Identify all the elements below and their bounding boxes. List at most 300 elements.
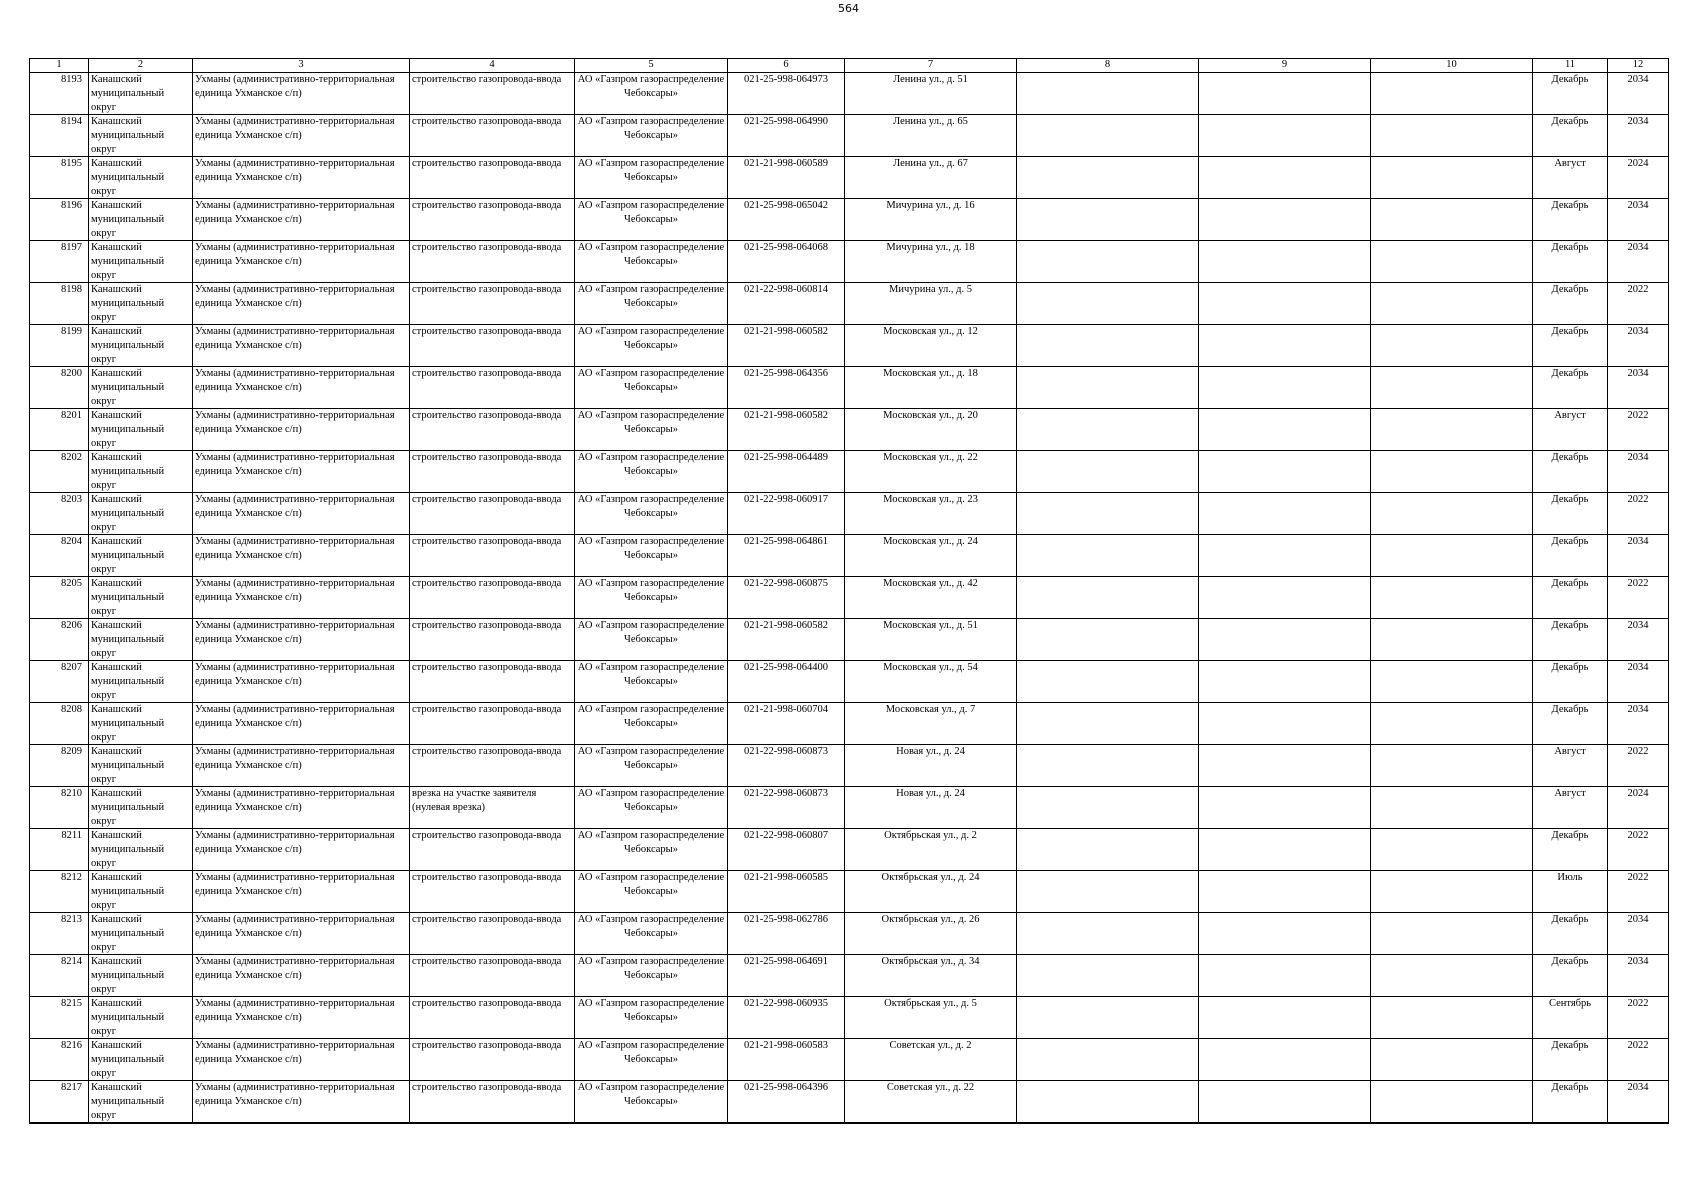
table-row xyxy=(30,115,1669,157)
table-row xyxy=(30,577,1669,619)
year-cell xyxy=(1608,913,1669,955)
organization-cell-text: АО «Газпром газораспределение Чебоксары» xyxy=(577,200,725,225)
month-cell-text: Декабрь xyxy=(1551,914,1589,925)
object-code-cell-text: 021-21-998-060582 xyxy=(744,620,828,631)
work-type-cell xyxy=(410,955,575,997)
table-row xyxy=(30,871,1669,913)
column-10-cell xyxy=(1371,955,1533,997)
district-cell-text: Канашский муниципальный округ xyxy=(91,578,165,617)
object-code-cell-text: 021-22-998-060917 xyxy=(744,494,828,505)
organization-cell xyxy=(575,619,728,661)
month-cell xyxy=(1533,283,1608,325)
row-number-cell-text: 8209 xyxy=(61,746,82,757)
work-type-cell-text: строительство газопровода-ввода xyxy=(412,200,562,211)
month-cell xyxy=(1533,115,1608,157)
year-cell xyxy=(1608,787,1669,829)
object-code-cell xyxy=(728,535,845,577)
settlement-cell xyxy=(193,913,410,955)
year-cell-text: 2022 xyxy=(1627,872,1649,883)
settlement-cell xyxy=(193,829,410,871)
organization-cell-text: АО «Газпром газораспределение Чебоксары» xyxy=(577,368,725,393)
organization-cell xyxy=(575,199,728,241)
district-cell-text: Канашский муниципальный округ xyxy=(91,368,165,407)
address-cell xyxy=(845,955,1017,997)
month-cell-text: Август xyxy=(1554,410,1586,421)
month-cell xyxy=(1533,1081,1608,1124)
district-cell-text: Канашский муниципальный округ xyxy=(91,620,165,659)
column-8-cell xyxy=(1017,955,1199,997)
month-cell xyxy=(1533,661,1608,703)
row-number-cell xyxy=(30,199,89,241)
year-cell-text: 2034 xyxy=(1627,956,1649,967)
year-cell xyxy=(1608,493,1669,535)
row-number-cell xyxy=(30,367,89,409)
settlement-cell-text: Ухманы (административно-территориальная единица Ухманское с/п) xyxy=(195,116,395,141)
row-number-cell-text: 8210 xyxy=(61,788,82,799)
settlement-cell-text: Ухманы (административно-территориальная единица Ухманское с/п) xyxy=(195,914,395,939)
column-9-cell xyxy=(1199,241,1371,283)
year-cell-text: 2034 xyxy=(1627,452,1649,463)
work-type-cell-text: строительство газопровода-ввода xyxy=(412,74,562,85)
organization-cell xyxy=(575,871,728,913)
settlement-cell-text: Ухманы (административно-территориальная единица Ухманское с/п) xyxy=(195,662,395,687)
column-10-cell xyxy=(1371,241,1533,283)
settlement-cell-text: Ухманы (административно-территориальная единица Ухманское с/п) xyxy=(195,956,395,981)
object-code-cell xyxy=(728,829,845,871)
work-type-cell-text: строительство газопровода-ввода xyxy=(412,872,562,883)
column-10-cell xyxy=(1371,535,1533,577)
row-number-cell xyxy=(30,787,89,829)
organization-cell xyxy=(575,745,728,787)
row-number-cell-text: 8205 xyxy=(61,578,82,589)
row-number-cell-text: 8199 xyxy=(61,326,82,337)
address-cell xyxy=(845,1039,1017,1081)
year-cell xyxy=(1608,325,1669,367)
district-cell-text: Канашский муниципальный округ xyxy=(91,914,165,953)
work-type-cell xyxy=(410,787,575,829)
column-9-cell xyxy=(1199,409,1371,451)
settlement-cell xyxy=(193,871,410,913)
column-8-cell xyxy=(1017,115,1199,157)
year-cell xyxy=(1608,1081,1669,1124)
organization-cell-text: АО «Газпром газораспределение Чебоксары» xyxy=(577,578,725,603)
month-cell xyxy=(1533,493,1608,535)
object-code-cell-text: 021-25-998-064861 xyxy=(744,536,828,547)
row-number-cell-text: 8212 xyxy=(61,872,82,883)
row-number-cell xyxy=(30,1081,89,1124)
column-header: 12 xyxy=(1608,59,1669,73)
column-8-cell xyxy=(1017,661,1199,703)
work-type-cell xyxy=(410,619,575,661)
address-cell-text: Новая ул., д. 24 xyxy=(896,788,965,799)
header-row xyxy=(30,59,1669,73)
month-cell xyxy=(1533,787,1608,829)
work-type-cell xyxy=(410,157,575,199)
row-number-cell-text: 8206 xyxy=(61,620,82,631)
district-cell-text: Канашский муниципальный округ xyxy=(91,74,165,113)
row-number-cell xyxy=(30,997,89,1039)
organization-cell xyxy=(575,661,728,703)
organization-cell-text: АО «Газпром газораспределение Чебоксары» xyxy=(577,746,725,771)
month-cell xyxy=(1533,157,1608,199)
settlement-cell xyxy=(193,409,410,451)
column-9-cell xyxy=(1199,871,1371,913)
table-row xyxy=(30,199,1669,241)
object-code-cell xyxy=(728,661,845,703)
column-8-cell xyxy=(1017,913,1199,955)
address-cell-text: Московская ул., д. 54 xyxy=(883,662,978,673)
object-code-cell-text: 021-22-998-060807 xyxy=(744,830,828,841)
settlement-cell xyxy=(193,787,410,829)
year-cell-text: 2034 xyxy=(1627,116,1649,127)
work-type-cell xyxy=(410,1039,575,1081)
row-number-cell-text: 8195 xyxy=(61,158,82,169)
row-number-cell xyxy=(30,73,89,115)
district-cell xyxy=(89,115,193,157)
work-type-cell xyxy=(410,115,575,157)
work-type-cell xyxy=(410,997,575,1039)
district-cell-text: Канашский муниципальный округ xyxy=(91,158,165,197)
object-code-cell-text: 021-25-998-064691 xyxy=(744,956,828,967)
column-8-cell xyxy=(1017,367,1199,409)
object-code-cell-text: 021-25-998-065042 xyxy=(744,200,828,211)
column-9-cell xyxy=(1199,787,1371,829)
month-cell-text: Декабрь xyxy=(1551,830,1589,841)
organization-cell xyxy=(575,535,728,577)
address-cell-text: Ленина ул., д. 65 xyxy=(893,116,968,127)
table-row xyxy=(30,283,1669,325)
column-8-cell xyxy=(1017,241,1199,283)
organization-cell xyxy=(575,1081,728,1124)
month-cell-text: Декабрь xyxy=(1551,116,1589,127)
column-8-cell xyxy=(1017,997,1199,1039)
settlement-cell-text: Ухманы (административно-территориальная единица Ухманское с/п) xyxy=(195,1040,395,1065)
object-code-cell-text: 021-25-998-062786 xyxy=(744,914,828,925)
column-10-cell xyxy=(1371,451,1533,493)
settlement-cell-text: Ухманы (административно-территориальная единица Ухманское с/п) xyxy=(195,74,395,99)
month-cell xyxy=(1533,955,1608,997)
organization-cell-text: АО «Газпром газораспределение Чебоксары» xyxy=(577,494,725,519)
settlement-cell xyxy=(193,535,410,577)
work-type-cell-text: строительство газопровода-ввода xyxy=(412,620,562,631)
object-code-cell-text: 021-25-998-064973 xyxy=(744,74,828,85)
address-cell-text: Новая ул., д. 24 xyxy=(896,746,965,757)
object-code-cell-text: 021-22-998-060875 xyxy=(744,578,828,589)
column-8-cell xyxy=(1017,325,1199,367)
work-type-cell-text: строительство газопровода-ввода xyxy=(412,452,562,463)
work-type-cell-text: строительство газопровода-ввода xyxy=(412,578,562,589)
district-cell xyxy=(89,745,193,787)
settlement-cell xyxy=(193,1039,410,1081)
row-number-cell-text: 8211 xyxy=(61,830,82,841)
settlement-cell xyxy=(193,619,410,661)
year-cell xyxy=(1608,199,1669,241)
settlement-cell-text: Ухманы (административно-территориальная единица Ухманское с/п) xyxy=(195,578,395,603)
address-cell-text: Мичурина ул., д. 18 xyxy=(886,242,975,253)
month-cell xyxy=(1533,997,1608,1039)
organization-cell-text: АО «Газпром газораспределение Чебоксары» xyxy=(577,704,725,729)
column-8-cell xyxy=(1017,451,1199,493)
column-8-cell xyxy=(1017,829,1199,871)
organization-cell-text: АО «Газпром газораспределение Чебоксары» xyxy=(577,872,725,897)
district-cell-text: Канашский муниципальный округ xyxy=(91,872,165,911)
column-10-cell xyxy=(1371,157,1533,199)
settlement-cell xyxy=(193,745,410,787)
column-header: 5 xyxy=(575,59,728,73)
settlement-cell xyxy=(193,1081,410,1124)
object-code-cell xyxy=(728,493,845,535)
object-code-cell-text: 021-25-998-064990 xyxy=(744,116,828,127)
work-type-cell-text: строительство газопровода-ввода xyxy=(412,1082,562,1093)
row-number-cell-text: 8193 xyxy=(61,74,82,85)
table-row xyxy=(30,661,1669,703)
address-cell xyxy=(845,619,1017,661)
organization-cell xyxy=(575,493,728,535)
column-8-cell xyxy=(1017,577,1199,619)
column-9-cell xyxy=(1199,535,1371,577)
table-row xyxy=(30,73,1669,115)
object-code-cell-text: 021-25-998-064356 xyxy=(744,368,828,379)
address-cell xyxy=(845,367,1017,409)
address-cell-text: Советская ул., д. 22 xyxy=(886,1082,975,1093)
organization-cell-text: АО «Газпром газораспределение Чебоксары» xyxy=(577,116,725,141)
year-cell xyxy=(1608,535,1669,577)
work-type-cell xyxy=(410,283,575,325)
address-cell xyxy=(845,661,1017,703)
work-type-cell xyxy=(410,409,575,451)
settlement-cell xyxy=(193,199,410,241)
column-8-cell xyxy=(1017,157,1199,199)
column-header: 6 xyxy=(728,59,845,73)
column-10-cell xyxy=(1371,73,1533,115)
column-10-cell xyxy=(1371,745,1533,787)
settlement-cell xyxy=(193,493,410,535)
district-cell-text: Канашский муниципальный округ xyxy=(91,746,165,785)
row-number-cell xyxy=(30,703,89,745)
column-9-cell xyxy=(1199,199,1371,241)
work-type-cell-text: строительство газопровода-ввода xyxy=(412,746,562,757)
column-header: 11 xyxy=(1533,59,1608,73)
district-cell xyxy=(89,451,193,493)
district-cell-text: Канашский муниципальный округ xyxy=(91,200,165,239)
year-cell-text: 2022 xyxy=(1627,746,1649,757)
organization-cell xyxy=(575,409,728,451)
district-cell xyxy=(89,1081,193,1124)
column-10-cell xyxy=(1371,325,1533,367)
column-10-cell xyxy=(1371,1039,1533,1081)
object-code-cell xyxy=(728,451,845,493)
address-cell-text: Октябрьская ул., д. 24 xyxy=(881,872,980,883)
district-cell xyxy=(89,703,193,745)
object-code-cell xyxy=(728,1081,845,1124)
month-cell xyxy=(1533,325,1608,367)
district-cell-text: Канашский муниципальный округ xyxy=(91,536,165,575)
work-type-cell-text: строительство газопровода-ввода xyxy=(412,368,562,379)
address-cell xyxy=(845,913,1017,955)
table-row xyxy=(30,241,1669,283)
object-code-cell xyxy=(728,367,845,409)
row-number-cell-text: 8203 xyxy=(61,494,82,505)
object-code-cell-text: 021-21-998-060585 xyxy=(744,872,828,883)
district-cell xyxy=(89,73,193,115)
month-cell-text: Декабрь xyxy=(1551,620,1589,631)
object-code-cell-text: 021-25-998-064489 xyxy=(744,452,828,463)
table-row xyxy=(30,1081,1669,1124)
table-row xyxy=(30,997,1669,1039)
column-8-cell xyxy=(1017,703,1199,745)
year-cell xyxy=(1608,577,1669,619)
address-cell xyxy=(845,73,1017,115)
column-10-cell xyxy=(1371,913,1533,955)
column-9-cell xyxy=(1199,325,1371,367)
month-cell-text: Август xyxy=(1554,788,1586,799)
year-cell-text: 2034 xyxy=(1627,620,1649,631)
month-cell xyxy=(1533,577,1608,619)
address-cell xyxy=(845,703,1017,745)
settlement-cell-text: Ухманы (административно-территориальная единица Ухманское с/п) xyxy=(195,830,395,855)
month-cell xyxy=(1533,241,1608,283)
year-cell-text: 2022 xyxy=(1627,578,1649,589)
column-9-cell xyxy=(1199,367,1371,409)
year-cell xyxy=(1608,1039,1669,1081)
organization-cell-text: АО «Газпром газораспределение Чебоксары» xyxy=(577,536,725,561)
work-type-cell-text: строительство газопровода-ввода xyxy=(412,326,562,337)
row-number-cell xyxy=(30,283,89,325)
work-type-cell xyxy=(410,325,575,367)
work-type-cell xyxy=(410,661,575,703)
month-cell xyxy=(1533,619,1608,661)
table-row xyxy=(30,913,1669,955)
address-cell-text: Октябрьская ул., д. 5 xyxy=(884,998,977,1009)
month-cell-text: Декабрь xyxy=(1551,578,1589,589)
district-cell xyxy=(89,409,193,451)
settlement-cell-text: Ухманы (административно-территориальная единица Ухманское с/п) xyxy=(195,326,395,351)
object-code-cell-text: 021-25-998-064400 xyxy=(744,662,828,673)
work-type-cell-text: строительство газопровода-ввода xyxy=(412,536,562,547)
address-cell xyxy=(845,1081,1017,1124)
address-cell-text: Мичурина ул., д. 5 xyxy=(888,284,972,295)
work-type-cell xyxy=(410,367,575,409)
column-9-cell xyxy=(1199,115,1371,157)
address-cell xyxy=(845,997,1017,1039)
column-10-cell xyxy=(1371,703,1533,745)
district-cell xyxy=(89,325,193,367)
table-row xyxy=(30,745,1669,787)
year-cell-text: 2022 xyxy=(1627,830,1649,841)
work-type-cell xyxy=(410,703,575,745)
work-type-cell xyxy=(410,199,575,241)
settlement-cell xyxy=(193,367,410,409)
object-code-cell xyxy=(728,619,845,661)
year-cell xyxy=(1608,241,1669,283)
address-cell xyxy=(845,451,1017,493)
object-code-cell-text: 021-21-998-060582 xyxy=(744,326,828,337)
year-cell xyxy=(1608,409,1669,451)
settlement-cell xyxy=(193,73,410,115)
address-cell xyxy=(845,745,1017,787)
column-9-cell xyxy=(1199,913,1371,955)
district-cell xyxy=(89,955,193,997)
column-9-cell xyxy=(1199,157,1371,199)
column-8-cell xyxy=(1017,745,1199,787)
organization-cell-text: АО «Газпром газораспределение Чебоксары» xyxy=(577,956,725,981)
district-cell xyxy=(89,157,193,199)
row-number-cell xyxy=(30,157,89,199)
organization-cell xyxy=(575,367,728,409)
organization-cell xyxy=(575,829,728,871)
month-cell xyxy=(1533,535,1608,577)
column-10-cell xyxy=(1371,787,1533,829)
column-header: 7 xyxy=(845,59,1017,73)
object-code-cell-text: 021-22-998-060935 xyxy=(744,998,828,1009)
district-cell xyxy=(89,913,193,955)
address-cell xyxy=(845,871,1017,913)
organization-cell-text: АО «Газпром газораспределение Чебоксары» xyxy=(577,914,725,939)
row-number-cell-text: 8204 xyxy=(61,536,82,547)
year-cell xyxy=(1608,745,1669,787)
organization-cell-text: АО «Газпром газораспределение Чебоксары» xyxy=(577,284,725,309)
year-cell-text: 2022 xyxy=(1627,410,1649,421)
address-cell-text: Советская ул., д. 2 xyxy=(889,1040,972,1051)
work-type-cell xyxy=(410,451,575,493)
table-row xyxy=(30,325,1669,367)
work-type-cell-text: строительство газопровода-ввода xyxy=(412,242,562,253)
work-type-cell-text: строительство газопровода-ввода xyxy=(412,956,562,967)
district-cell xyxy=(89,367,193,409)
column-8-cell xyxy=(1017,871,1199,913)
column-8-cell xyxy=(1017,535,1199,577)
column-10-cell xyxy=(1371,199,1533,241)
organization-cell xyxy=(575,955,728,997)
district-cell-text: Канашский муниципальный округ xyxy=(91,704,165,743)
address-cell xyxy=(845,199,1017,241)
object-code-cell-text: 021-22-998-060814 xyxy=(744,284,828,295)
month-cell xyxy=(1533,913,1608,955)
table-row xyxy=(30,955,1669,997)
year-cell-text: 2022 xyxy=(1627,494,1649,505)
organization-cell-text: АО «Газпром газораспределение Чебоксары» xyxy=(577,620,725,645)
district-cell xyxy=(89,199,193,241)
column-9-cell xyxy=(1199,955,1371,997)
object-code-cell xyxy=(728,703,845,745)
organization-cell-text: АО «Газпром газораспределение Чебоксары» xyxy=(577,242,725,267)
settlement-cell-text: Ухманы (административно-территориальная единица Ухманское с/п) xyxy=(195,746,395,771)
address-cell xyxy=(845,325,1017,367)
district-cell xyxy=(89,787,193,829)
district-cell-text: Канашский муниципальный округ xyxy=(91,284,165,323)
month-cell xyxy=(1533,367,1608,409)
object-code-cell xyxy=(728,745,845,787)
district-cell-text: Канашский муниципальный округ xyxy=(91,410,165,449)
address-cell-text: Московская ул., д. 51 xyxy=(883,620,978,631)
address-cell xyxy=(845,787,1017,829)
work-type-cell-text: строительство газопровода-ввода xyxy=(412,410,562,421)
month-cell xyxy=(1533,829,1608,871)
work-type-cell xyxy=(410,73,575,115)
organization-cell-text: АО «Газпром газораспределение Чебоксары» xyxy=(577,74,725,99)
column-10-cell xyxy=(1371,115,1533,157)
object-code-cell-text: 021-21-998-060583 xyxy=(744,1040,828,1051)
district-cell xyxy=(89,661,193,703)
organization-cell xyxy=(575,451,728,493)
district-cell-text: Канашский муниципальный округ xyxy=(91,452,165,491)
district-cell-text: Канашский муниципальный округ xyxy=(91,1040,165,1079)
work-type-cell-text: врезка на участке заявителя (нулевая врезка) xyxy=(412,788,537,813)
year-cell-text: 2034 xyxy=(1627,242,1649,253)
column-8-cell xyxy=(1017,409,1199,451)
month-cell xyxy=(1533,703,1608,745)
year-cell-text: 2022 xyxy=(1627,284,1649,295)
